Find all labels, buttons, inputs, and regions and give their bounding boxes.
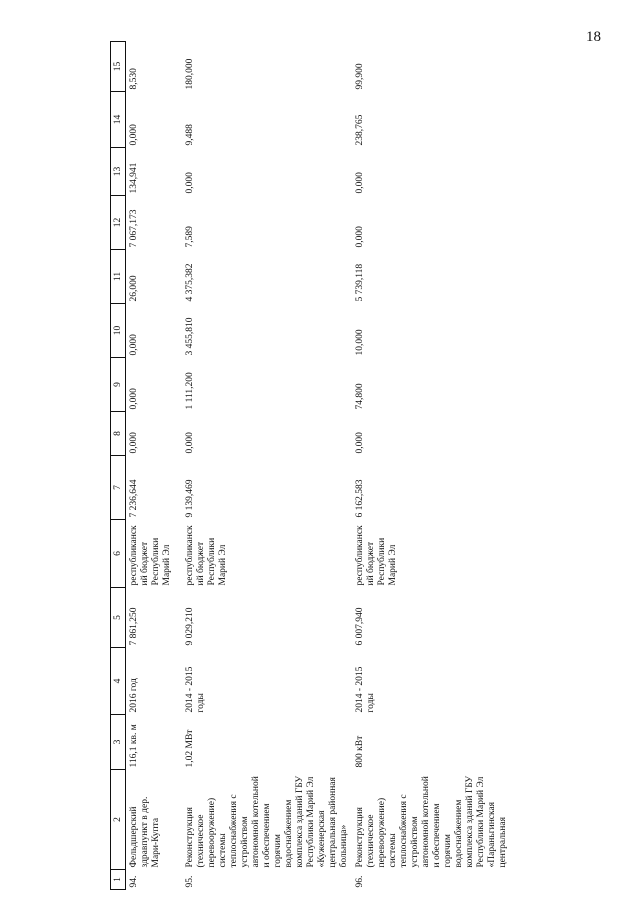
value-cell: 6 007,940 (355, 607, 365, 646)
period-cell: 2014 - 2015 годы (355, 666, 377, 713)
table-row (126, 42, 186, 890)
header-cell: 5 (111, 588, 126, 648)
investment-table (110, 41, 535, 890)
header-cell: 7 (111, 456, 126, 520)
header-cell: 3 (111, 715, 126, 770)
capacity-cell: 116,1 кв. м (129, 724, 139, 768)
object-name: Реконструкция (техническое перевооружение) системы теплоснабжения с устройством автономной котельной и обеспечением горячим водоснабжением комплекса зданий ГБУ Республики Марий Эл «Куженерская центральная районная больница» (185, 775, 350, 868)
row-number: 96. (355, 875, 365, 888)
value-cell: 9,488 (185, 124, 195, 146)
value-cell: 1 111,200 (185, 372, 195, 410)
period-cell: 2014 - 2015 годы (185, 666, 207, 713)
header-cell: 14 (111, 92, 126, 148)
value-cell: 0,000 (355, 226, 365, 248)
value-cell: 5 739,118 (355, 263, 365, 302)
value-cell: 0,000 (129, 432, 139, 454)
value-cell: 0,000 (129, 124, 139, 146)
value-cell: 134,941 (129, 162, 139, 194)
value-cell: 0,000 (185, 432, 195, 454)
column-number-header (111, 42, 126, 890)
capacity-cell: 800 кВт (355, 735, 365, 768)
value-cell: 99,900 (355, 63, 365, 90)
page-number: 18 (586, 29, 601, 45)
value-cell: 7,589 (185, 226, 195, 248)
header-cell: 13 (111, 148, 126, 196)
value-cell: 26,000 (129, 275, 139, 302)
capacity-cell: 1,02 МВт (185, 729, 195, 768)
funding-source: республиканский бюджет Республики Марий Эл (355, 525, 399, 586)
header-cell: 1 (111, 870, 126, 890)
header-cell: 12 (111, 196, 126, 250)
header-cell: 9 (111, 358, 126, 412)
value-cell: 180,000 (185, 58, 195, 90)
value-cell: 7 861,250 (129, 607, 139, 646)
object-name: Реконструкция (техническое перевооружение) системы теплоснабжения с устройством автономной котельной и обеспечением горячим водоснабжением комплекса зданий ГБУ Республики Марий Эл «Параньгинская центральная (355, 775, 509, 868)
row-number: 95. (185, 875, 195, 888)
value-cell: 74,800 (355, 383, 365, 410)
row-number: 94. (129, 875, 139, 888)
value-cell: 10,000 (355, 329, 365, 356)
funding-source: республиканский бюджет Республики Марий Эл (129, 525, 173, 586)
header-cell: 11 (111, 250, 126, 304)
value-cell: 0,000 (129, 388, 139, 410)
value-cell: 0,000 (129, 334, 139, 356)
header-cell: 10 (111, 304, 126, 358)
table-row (355, 42, 535, 890)
value-cell: 4 375,382 (185, 263, 195, 302)
value-cell: 0,000 (185, 172, 195, 194)
header-cell: 6 (111, 520, 126, 588)
value-cell: 6 162,583 (355, 479, 365, 518)
header-cell: 8 (111, 412, 126, 456)
value-cell: 8,530 (129, 68, 139, 90)
object-name: Фельдшерский здравпункт в дер. Мари-Купта (129, 796, 162, 868)
header-cell: 15 (111, 42, 126, 92)
value-cell: 7 236,644 (129, 479, 139, 518)
value-cell: 0,000 (355, 172, 365, 194)
table-row (185, 42, 355, 890)
header-cell: 4 (111, 648, 126, 715)
period-cell: 2016 год (129, 678, 139, 713)
value-cell: 9 029,210 (185, 607, 195, 646)
value-cell: 0,000 (355, 432, 365, 454)
funding-source: республиканский бюджет Республики Марий Эл (185, 525, 229, 586)
value-cell: 3 455,810 (185, 317, 195, 356)
rotated-table-wrapper (110, 42, 530, 890)
value-cell: 238,765 (355, 114, 365, 146)
value-cell: 9 139,469 (185, 479, 195, 518)
value-cell: 7 067,173 (129, 209, 139, 248)
header-cell: 2 (111, 770, 126, 870)
